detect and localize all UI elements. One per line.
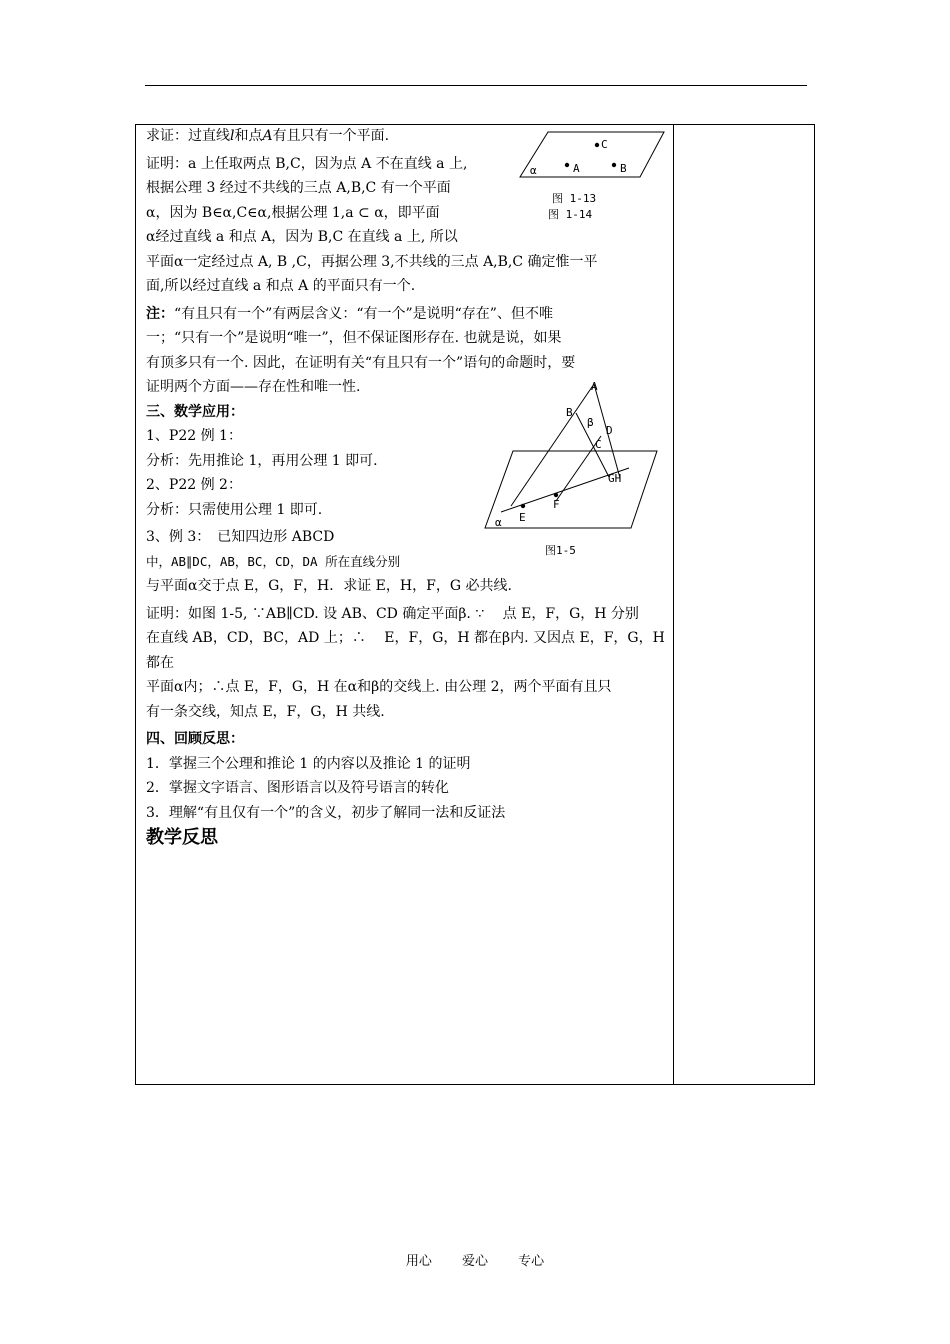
proof-line: α经过直线 a 和点 A，因为 B,C 在直线 a 上, 所以 <box>146 229 458 245</box>
line-ab <box>511 384 594 506</box>
example-3-line: 与平面α交于点 E，G，F，H．求证 E，H，F，G 必共线. <box>146 578 512 594</box>
section-heading-application: 三、数学应用： <box>146 403 244 420</box>
point-f <box>554 493 558 497</box>
label-b: B <box>620 162 627 175</box>
proof-line: 面,所以经过直线 a 和点 A 的平面只有一个. <box>146 278 416 294</box>
note-paragraph: 注：“有且只有一个”有两层含义：“有一个”是说明“存在”、但不唯 <box>146 305 553 322</box>
label-alpha: α <box>495 516 502 529</box>
point-a-dot <box>565 163 569 167</box>
example-1-analysis: 分析：先用推论 1，再用公理 1 即可. <box>146 452 378 469</box>
point-c <box>595 143 599 147</box>
figure-caption: 图 1-14 <box>548 208 593 221</box>
note-line: 一；“只有一个”是说明“唯一”，但不保证图形存在. 也就是说，如果 <box>146 330 562 346</box>
proposition-line: 求证：过直线l和点A有且只有一个平面. <box>146 128 390 144</box>
label-e: E <box>519 511 526 524</box>
note-line: 有顶多只有一个. 因此，在证明有关“有且只有一个”语句的命题时，要 <box>146 354 576 371</box>
example-1-title: 1、P22 例 1： <box>146 428 242 444</box>
example-3-proof-line: 在直线 AB，CD，BC，AD 上；∴ E，F，G，H 都在β内. 又因点 E，F，G，H 都在 <box>146 630 665 671</box>
example-3-proof-line: 平面α内；∴点 E，F，G，H 在α和β的交线上. 由公理 2，两个平面有且只 <box>146 679 612 695</box>
figure-caption: 图1-5 <box>545 544 576 557</box>
review-item: 2．掌握文字语言、图形语言以及符号语言的转化 <box>146 780 449 796</box>
example-2-title: 2、P22 例 2： <box>146 477 242 493</box>
label-d: D <box>606 424 613 437</box>
header-rule <box>145 85 807 86</box>
review-item: 3．理解“有且仅有一个”的含义，初步了解同一法和反证法 <box>146 804 506 821</box>
example-3-line: 3、例 3： 已知四边形 ABCD <box>146 529 335 545</box>
label-alpha: α <box>530 164 537 177</box>
label-beta: β <box>587 416 594 429</box>
example-3-proof-line: 证明：如图 1-5, ∵AB∥CD. 设 AB、CD 确定平面β. ∵ 点 E，F，G，H 分别 <box>146 605 639 622</box>
table-column-divider <box>673 124 674 1085</box>
point-e <box>521 504 525 508</box>
example-3-proof-line: 有一条交线，知点 E，F，G，H 共线. <box>146 703 385 720</box>
point-b-dot <box>612 163 616 167</box>
label-a: A <box>573 162 580 175</box>
label-c: C <box>595 438 602 451</box>
label-f: F <box>553 498 560 511</box>
example-3-line: 中，AB∥DC，AB，BC，CD，DA 所在直线分别 <box>146 553 401 569</box>
label-a: A <box>591 380 598 393</box>
proof-line: 根据公理 3 经过不共线的三点 A,B,C 有一个平面 <box>146 180 451 196</box>
review-item: 1．掌握三个公理和推论 1 的内容以及推论 1 的证明 <box>146 755 471 772</box>
note-line: 证明两个方面——存在性和唯一性. <box>146 379 361 395</box>
figure-plane-line-point <box>518 128 668 228</box>
page-footer: 用心 爱心 专心 <box>405 1254 545 1269</box>
example-2-analysis: 分析：只需使用公理 1 即可. <box>146 501 323 518</box>
proof-line: α，因为 B∈α,C∈α,根据公理 1,a ⊂ α，即平面 <box>146 204 440 221</box>
proof-line: 证明：a 上任取两点 B,C，因为点 A 不在直线 a 上, <box>146 155 468 172</box>
figure-caption: 图 1-13 <box>552 192 597 205</box>
section-heading-review: 四、回顾反思： <box>146 731 244 747</box>
note-label: 注： <box>146 305 174 322</box>
plane-alpha-shape <box>485 451 657 528</box>
label-c: C <box>601 138 608 151</box>
reflection-heading: 教学反思 <box>146 827 218 848</box>
figure-1-5-quadrilateral <box>483 378 663 560</box>
plane-alpha-shape <box>520 132 664 177</box>
label-gh: GH <box>608 472 622 485</box>
label-b: B <box>566 406 573 419</box>
proof-line: 平面α一定经过点 A, B ,C，再据公理 3,不共线的三点 A,B,C 确定惟一平 <box>146 253 598 270</box>
